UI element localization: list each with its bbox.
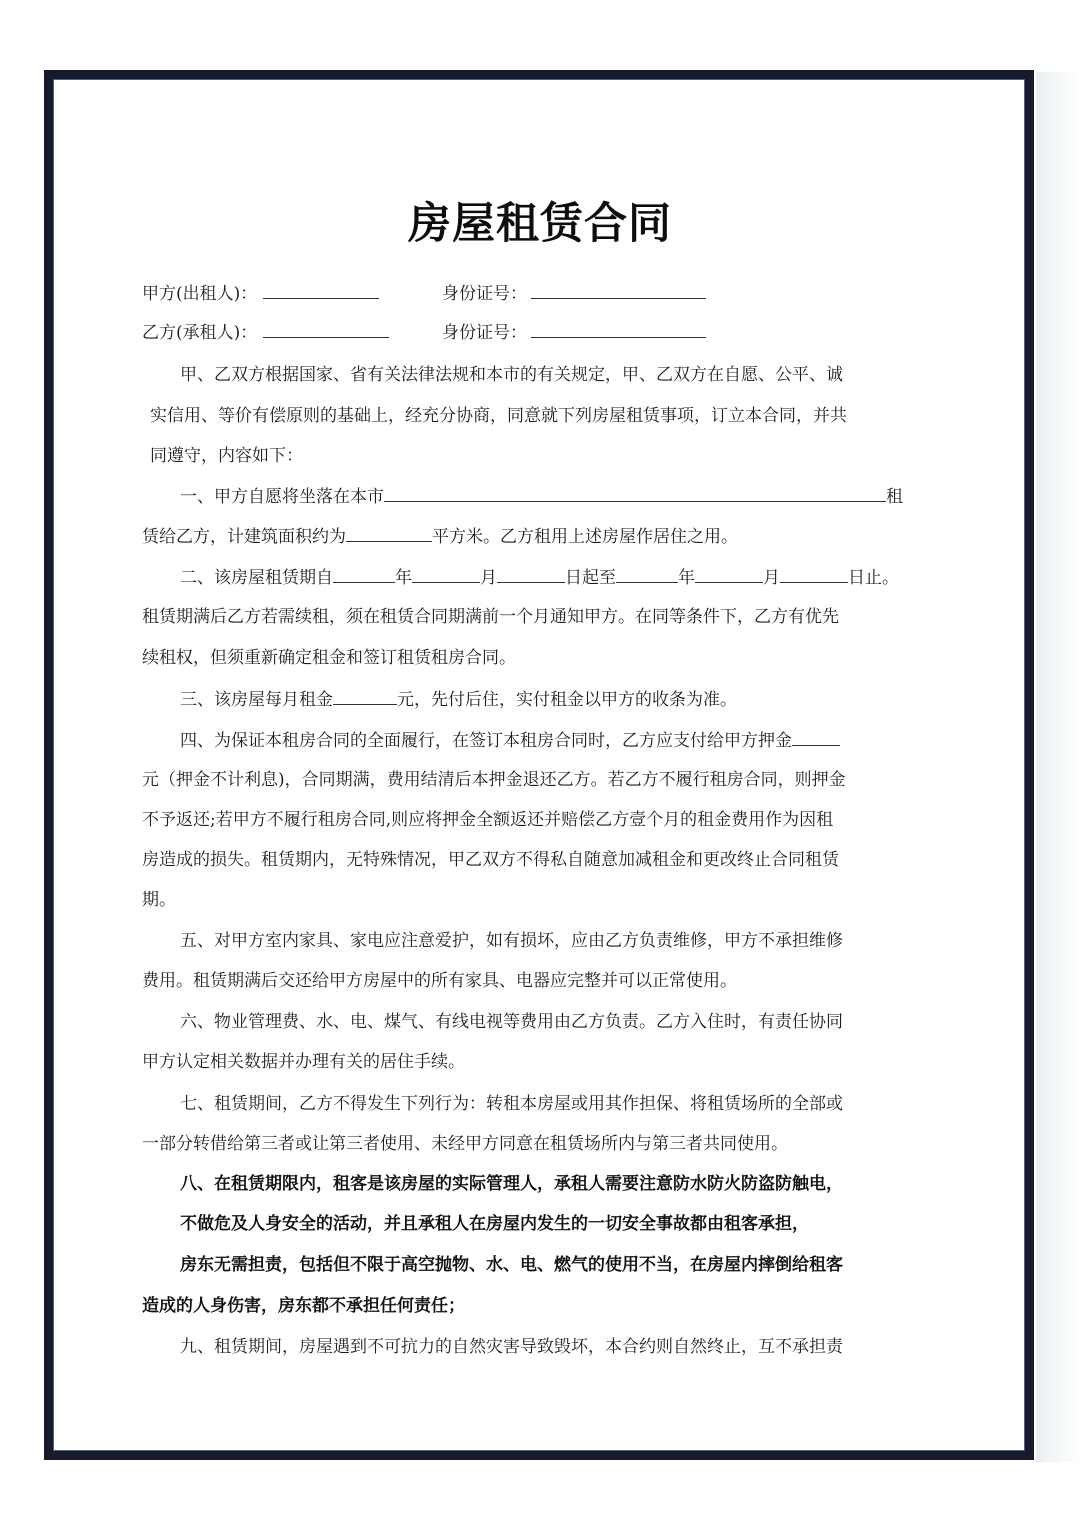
end-year-blank[interactable] xyxy=(616,565,678,583)
party-b-id-label: 身份证号： xyxy=(442,323,527,343)
party-b-name-blank[interactable] xyxy=(263,320,389,338)
clause-1-line-2 xyxy=(142,524,738,549)
party-a-id-line xyxy=(442,281,706,306)
clause-8-line-3: 房东无需担责，包括但不限于高空抛物、水、电、燃气的使用不当，在房屋内摔倒给租客 xyxy=(180,1255,843,1275)
clause-1-text-c: 赁给乙方，计建筑面积约为 xyxy=(142,527,346,547)
clause-2-prefix: 二、该房屋租赁期自 xyxy=(180,568,333,588)
clause-7-line-1: 七、租赁期间，乙方不得发生下列行为：转租本房屋或用其作担保、将租赁场所的全部或 xyxy=(180,1094,843,1114)
clause-8-line-4: 造成的人身伤害，房东都不承担任何责任； xyxy=(142,1296,465,1316)
party-b-label: 乙方(承租人)： xyxy=(142,323,258,343)
clause-3-text-a: 三、该房屋每月租金 xyxy=(180,690,333,710)
clause-8-line-1: 八、在租赁期限内，租客是该房屋的实际管理人，承租人需要注意防水防火防盗防触电， xyxy=(180,1174,843,1194)
party-b-line xyxy=(142,320,389,345)
clause-7-line-2: 一部分转借给第三者或让第三者使用、未经甲方同意在租赁场所内与第三者共同使用。 xyxy=(142,1134,788,1154)
clause-4-line-4: 房造成的损失。租赁期内，无特殊情况，甲乙双方不得私自随意加减租金和更改终止合同租赁 xyxy=(142,850,839,870)
clause-1-text-b: 租 xyxy=(886,487,903,507)
end-month-blank[interactable] xyxy=(695,565,763,583)
party-b-id-line xyxy=(442,320,706,345)
clause-5-line-1: 五、对甲方室内家具、家电应注意爱护，如有损坏，应由乙方负责维修，甲方不承担维修 xyxy=(180,931,843,951)
clause-2-line-1 xyxy=(180,565,899,590)
party-a-id-label: 身份证号： xyxy=(442,284,527,304)
clause-4-line-5: 期。 xyxy=(142,890,176,910)
clause-1-text-a: 一、甲方自愿将坐落在本市 xyxy=(180,487,384,507)
party-a-name-blank[interactable] xyxy=(263,281,379,299)
clause-2-line-3: 续租权，但须重新确定租金和签订租赁租房合同。 xyxy=(142,648,516,668)
clause-1-text-d: 平方米。乙方租用上述房屋作居住之用。 xyxy=(432,527,738,547)
start-month-blank[interactable] xyxy=(412,565,480,583)
party-a-label: 甲方(出租人)： xyxy=(142,284,258,304)
clause-5-line-2: 费用。租赁期满后交还给甲方房屋中的所有家具、电器应完整并可以正常使用。 xyxy=(142,971,737,991)
clause-6-line-1: 六、物业管理费、水、电、煤气、有线电视等费用由乙方负责。乙方入住时，有责任协同 xyxy=(180,1012,843,1032)
preamble-line-2: 实信用、等价有偿原则的基础上，经充分协商，同意就下列房屋租赁事项，订立本合同，并共 xyxy=(150,406,847,426)
clause-3-text-b: 元，先付后住，实付租金以甲方的收条为准。 xyxy=(397,690,737,710)
start-day-label: 日起至 xyxy=(565,568,616,588)
contract-title: 房屋租赁合同 xyxy=(408,199,672,249)
clause-4-line-3: 不予返还;若甲方不履行租房合同,则应将押金全额返还并赔偿乙方壹个月的租金费用作为因租 xyxy=(142,810,834,830)
end-year-label: 年 xyxy=(678,568,695,588)
clause-2-line-2: 租赁期满后乙方若需续租，须在租赁合同期满前一个月通知甲方。在同等条件下，乙方有优先 xyxy=(142,607,839,627)
start-month-label: 月 xyxy=(480,568,497,588)
party-a-line xyxy=(142,281,379,306)
end-day-blank[interactable] xyxy=(780,565,848,583)
clause-6-line-2: 甲方认定相关数据并办理有关的居住手续。 xyxy=(142,1052,465,1072)
deposit-blank[interactable] xyxy=(792,728,840,746)
clause-3-line-1 xyxy=(180,687,737,712)
floor-area-blank[interactable] xyxy=(346,524,432,542)
preamble-line-3: 同遵守，内容如下： xyxy=(150,446,303,466)
end-month-label: 月 xyxy=(763,568,780,588)
clause-4-line-2: 元（押金不计利息)，合同期满，费用结清后本押金退还乙方。若乙方不履行租房合同，则押金 xyxy=(142,770,846,790)
start-year-blank[interactable] xyxy=(333,565,395,583)
start-year-label: 年 xyxy=(395,568,412,588)
party-b-id-blank[interactable] xyxy=(531,320,706,338)
end-day-label: 日止。 xyxy=(848,568,899,588)
clause-8-line-2: 不做危及人身安全的活动，并且承租人在房屋内发生的一切安全事故都由租客承担， xyxy=(180,1214,809,1234)
clause-4-text-1: 四、为保证本租房合同的全面履行，在签订本租房合同时，乙方应支付给甲方押金 xyxy=(180,731,792,751)
page-shadow xyxy=(1036,72,1080,1462)
party-a-id-blank[interactable] xyxy=(531,281,706,299)
document-frame xyxy=(44,70,1034,1460)
property-address-blank[interactable] xyxy=(384,484,886,502)
clause-4-line-1 xyxy=(180,728,840,753)
clause-1-line-1 xyxy=(180,484,903,509)
preamble-line-1: 甲、乙双方根据国家、省有关法律法规和本市的有关规定，甲、乙双方在自愿、公平、诚 xyxy=(180,365,843,385)
monthly-rent-blank[interactable] xyxy=(333,687,397,705)
start-day-blank[interactable] xyxy=(497,565,565,583)
clause-9-line-1: 九、租赁期间，房屋遇到不可抗力的自然灾害导致毁坏，本合约则自然终止，互不承担责 xyxy=(180,1337,843,1357)
